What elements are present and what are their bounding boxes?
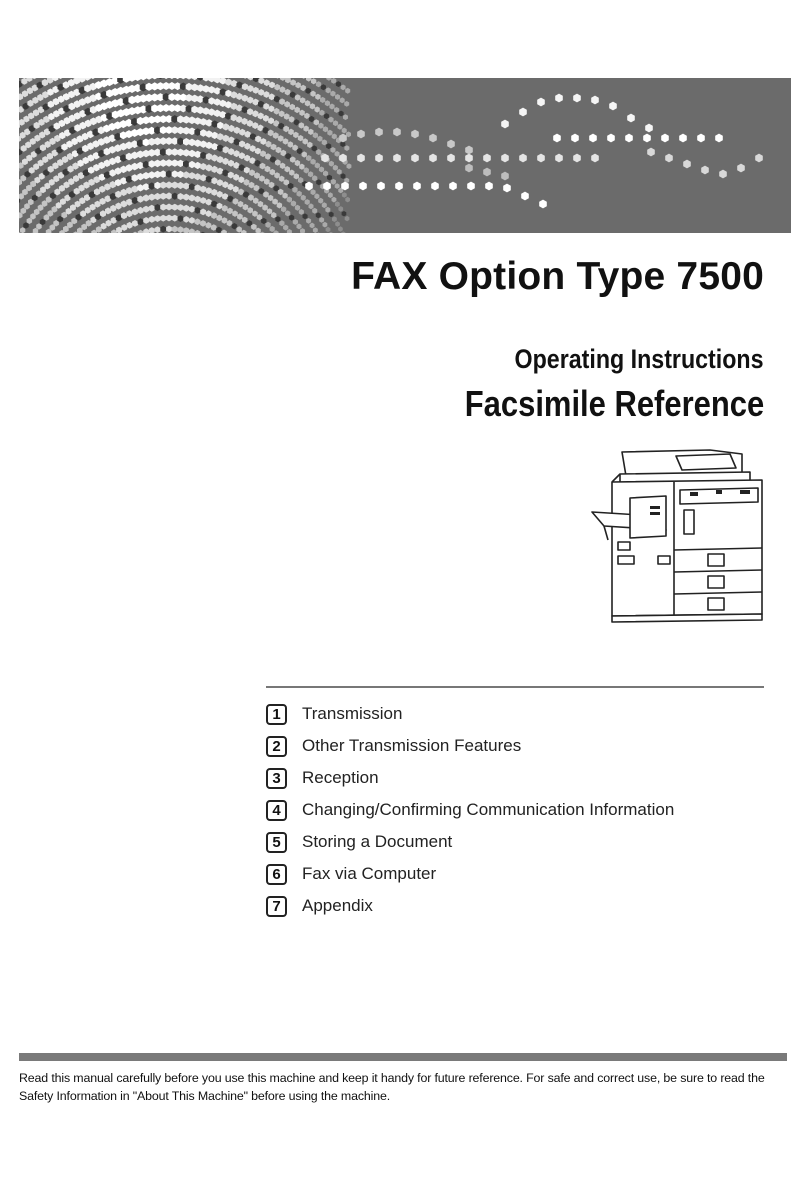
header-banner (19, 78, 791, 233)
chapter-title: Changing/Confirming Communication Information (302, 800, 675, 819)
chapter-number: 2 (266, 736, 287, 757)
copier-machine-illustration (590, 446, 770, 626)
chapter-title: Fax via Computer (302, 864, 437, 883)
footer-notice: Read this manual carefully before you use this machine and keep it handy for future reference. For safe and correct use, be sure to read the Safety Information in "About This Machine" before using the machine. (19, 1071, 765, 1103)
chapter-title: Storing a Document (302, 832, 453, 851)
chapter-title: Other Transmission Features (302, 736, 522, 755)
chapter-number: 6 (266, 864, 287, 885)
chapter-number: 1 (266, 704, 287, 725)
toc-item[interactable] (266, 890, 786, 922)
toc-divider (266, 686, 764, 688)
document-subtitle: Operating Instructions (515, 344, 764, 374)
chapter-number: 4 (266, 800, 287, 821)
chapter-number: 3 (266, 768, 287, 789)
footer-divider (19, 1053, 787, 1061)
toc-item[interactable] (266, 698, 786, 730)
table-of-contents (266, 698, 786, 922)
chapter-number: 7 (266, 896, 287, 917)
chapter-title: Appendix (302, 896, 373, 915)
document-title: FAX Option Type 7500 (351, 255, 764, 298)
toc-item[interactable] (266, 794, 786, 826)
chapter-title: Reception (302, 768, 379, 787)
toc-item[interactable] (266, 730, 786, 762)
chapter-title: Transmission (302, 704, 403, 723)
dot-pattern-graphic (19, 78, 791, 233)
toc-item[interactable] (266, 762, 786, 794)
toc-item[interactable] (266, 826, 786, 858)
toc-item[interactable] (266, 858, 786, 890)
chapter-number: 5 (266, 832, 287, 853)
document-subtitle-reference: Facsimile Reference (464, 383, 764, 424)
